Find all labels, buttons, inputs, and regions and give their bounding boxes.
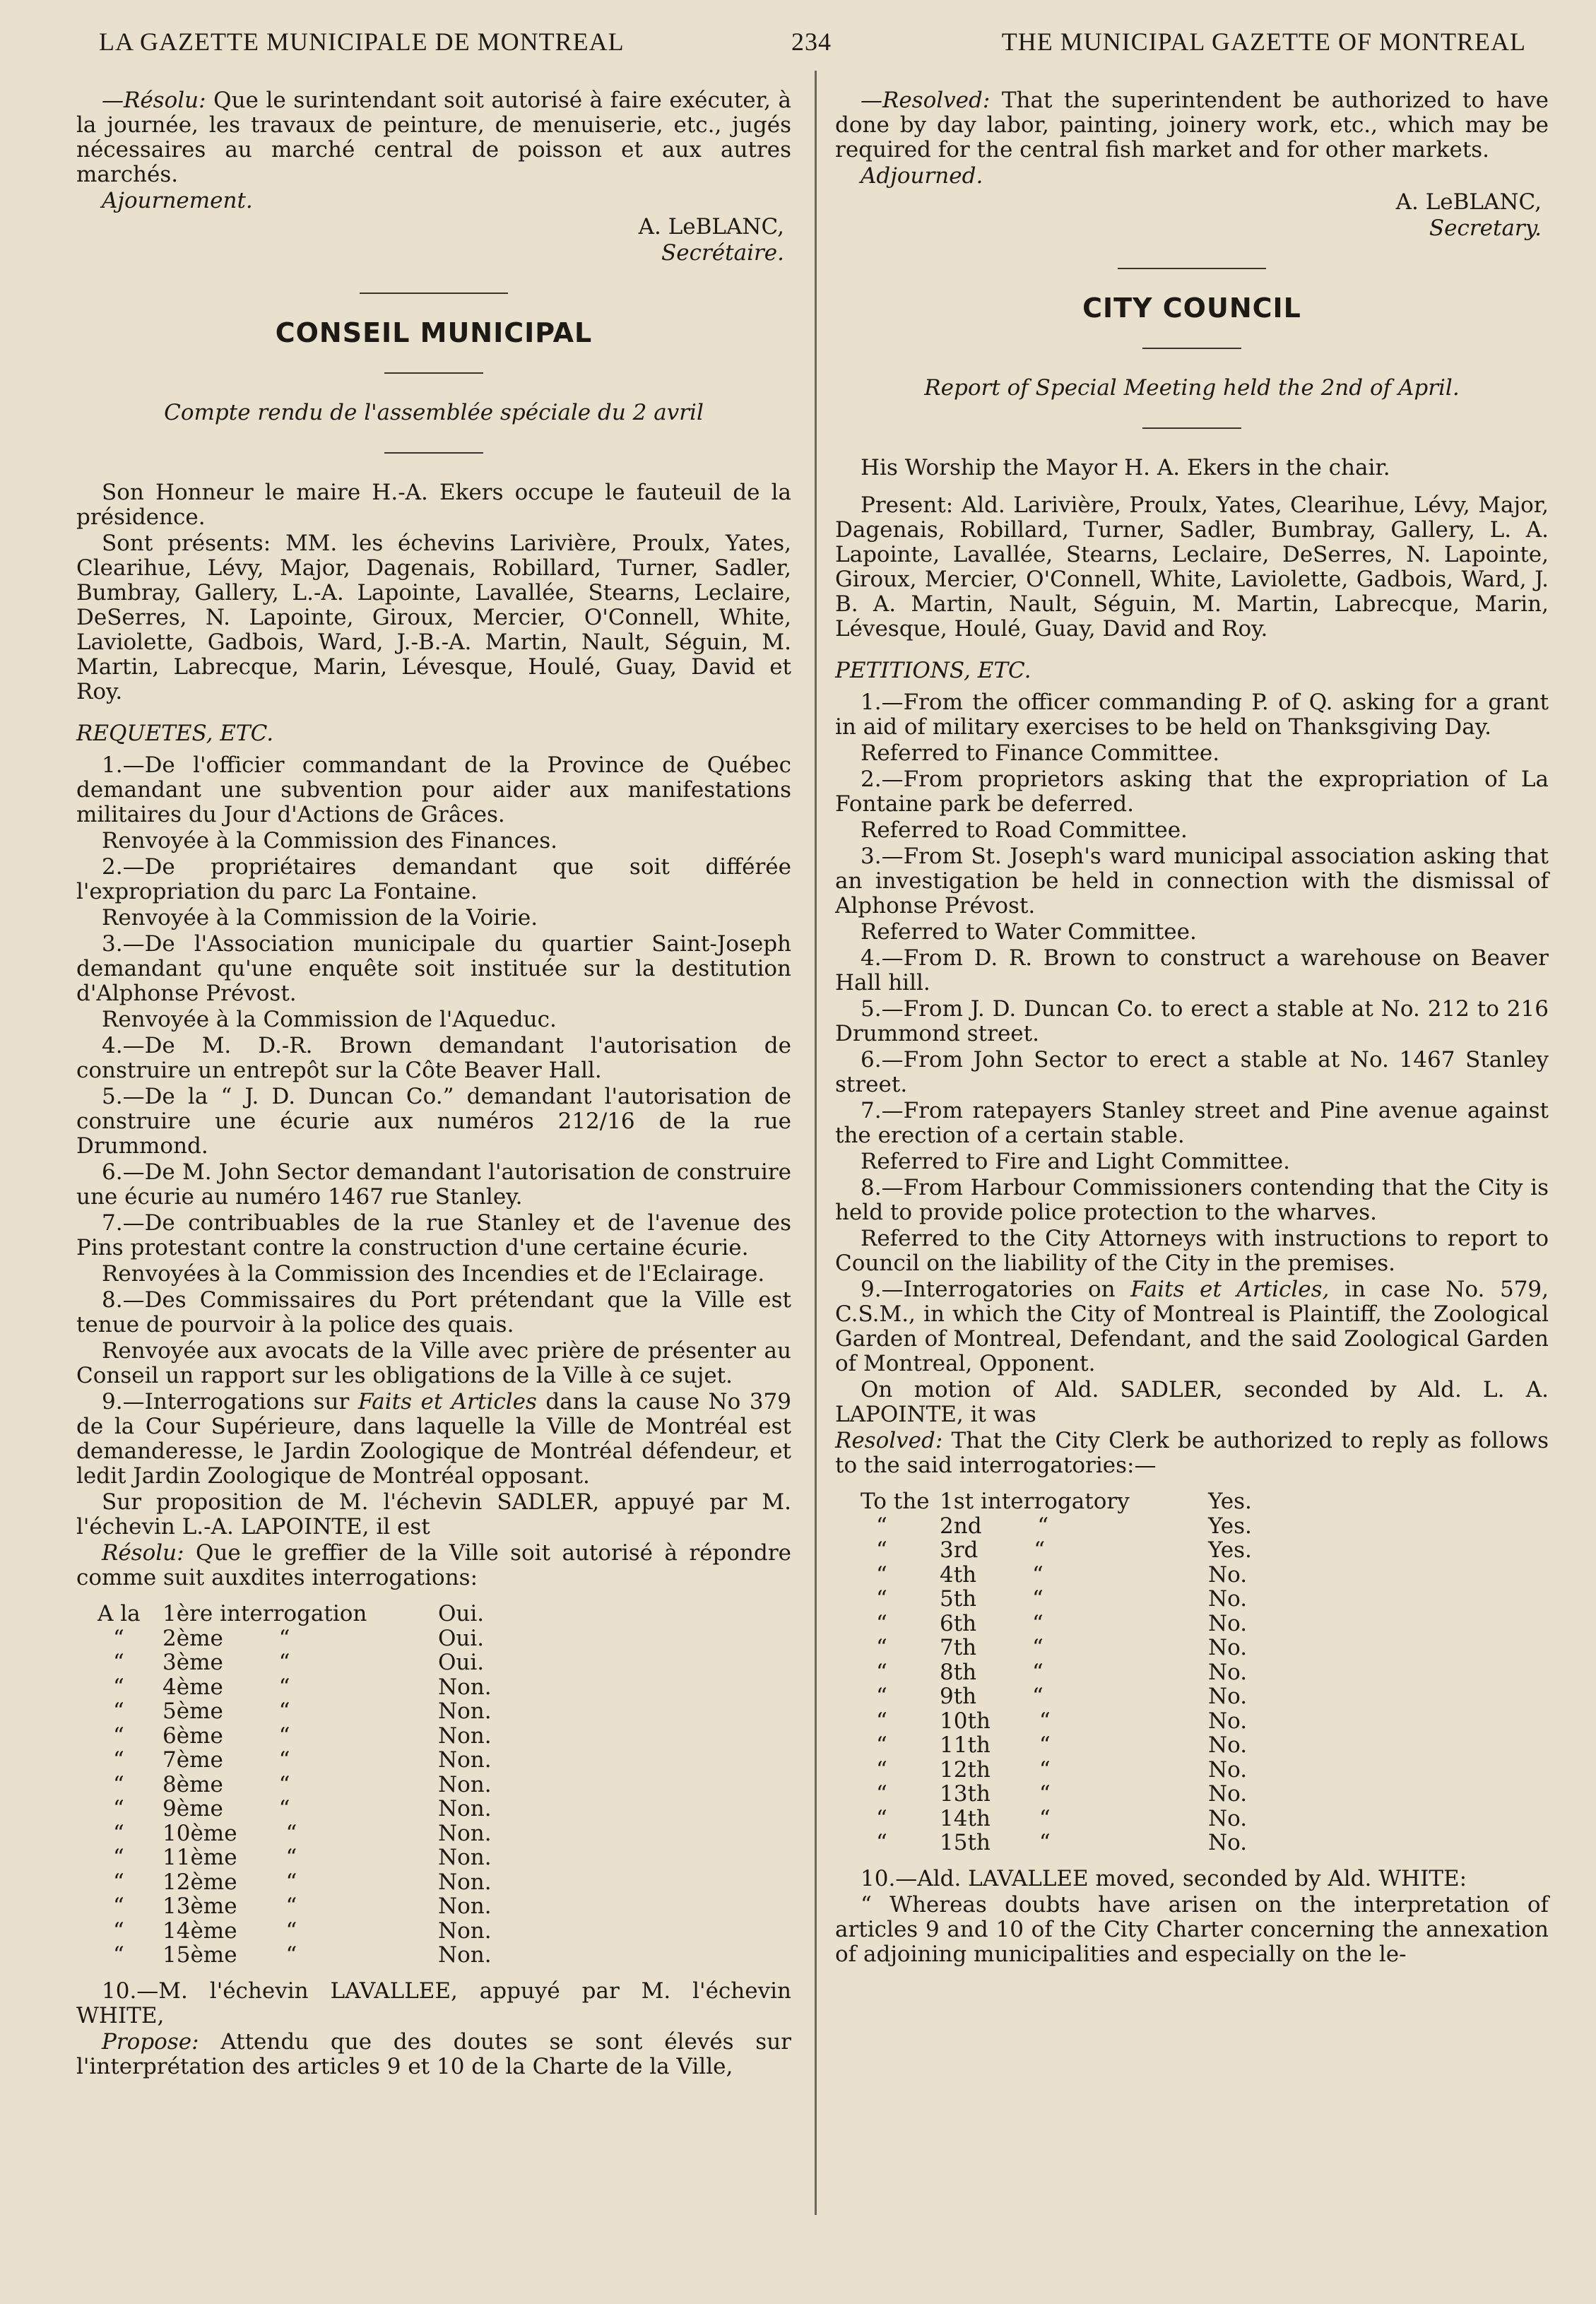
table-row [97,1699,492,1724]
row-prefix: “ [113,1820,124,1846]
item-9-italic: Faits et Articles, [1130,1277,1330,1302]
row-ordinal: 13th “ [940,1781,1051,1807]
row-prefix: “ [876,1635,887,1660]
row-answer: Oui. [438,1650,485,1675]
row-answer: Non. [438,1796,492,1821]
row-ordinal: 5ème “ [162,1699,290,1724]
whereas-paragraph: “ Whereas doubts have arisen on the interpretation of articles 9 and 10 of the City Charter concerning the annexation of adjoining municipalities and especially on the le- [835,1891,1549,1967]
row-ordinal: 12ème “ [162,1869,297,1895]
table-row [861,1733,1252,1758]
table-row [97,1602,492,1626]
table-row [97,1773,492,1797]
presidence-paragraph: Son Honneur le maire H.-A. Ekers occupe le fauteuil de la présidence. [76,480,791,530]
row-prefix: “ [113,1869,124,1895]
list-item: 5.—De la “ J. D. Duncan Co.” demandant l'autorisation de construire une écurie aux numéros 212/16 de la rue Drummond. [76,1084,791,1159]
row-answer: Oui. [438,1601,485,1626]
list-item: 2.—From proprietors asking that the expropriation of La Fontaine park be deferred. [835,767,1549,817]
section-subtitle: Report of Special Meeting held the 2nd of April. [924,375,1460,401]
table-row [861,1636,1252,1660]
page-number: 234 [791,28,832,56]
row-prefix: “ [113,1796,124,1821]
row-prefix: “ [876,1805,887,1831]
item-9-part: dans la cause No 379 de la Cour Supérieure, dans laquelle la Ville de Montréal est demanderesse, le Jardin Zoologique de Montréal défendeur, et ledit Jardin Zoologique de Montréal opposant. [76,1389,792,1489]
present-paragraph: Present: Ald. Larivière, Proulx, Yates, Clearihue, Lévy, Major, Dagenais, Robillard, Turner, Sadler, Bumbray, Gallery, L. A. Lapointe, Lavallée, Stearns, Leclaire, DeSerres, N. Lapointe, Giroux, Mercier, O'Connell, White, Laviolette, Gadbois, Ward, J. B. A. Martin, Nault, Séguin, M. Martin, Labrecque, Marin, Lévesque, Houlé, Guay, David and Roy. [835,492,1549,642]
row-answer: No. [1208,1732,1248,1758]
table-row [97,1943,492,1968]
row-answer: Yes. [1208,1513,1252,1539]
list-item: 4.—De M. D.-R. Brown demandant l'autorisation de construire un entrepôt sur la Côte Beaver Hall. [76,1033,791,1083]
row-prefix: “ [876,1537,887,1563]
petitions-heading: PETITIONS, ETC. [835,658,1032,683]
row-ordinal: 4th “ [940,1561,1044,1588]
row-ordinal: 10th “ [940,1708,1051,1734]
row-prefix: “ [113,1650,124,1675]
row-ordinal: 14th “ [940,1805,1051,1831]
list-item: 3.—De l'Association municipale du quartier Saint-Joseph demandant qu'une enquête soit instituée sur la destitution d'Alphonse Prévost. [76,931,791,1006]
list-item: Referred to Finance Committee. [861,740,1220,766]
list-item: Renvoyée à la Commission de la Voirie. [102,905,538,931]
row-ordinal: 8th “ [940,1659,1044,1685]
requetes-heading: REQUETES, ETC. [76,721,274,746]
row-answer: No. [1208,1708,1248,1734]
propose-paragraph [76,2030,791,2079]
row-prefix: “ [876,1610,887,1636]
resolved2-paragraph [835,1429,1549,1478]
row-answer: Non. [438,1771,492,1797]
row-prefix: “ [113,1699,124,1724]
resolu2-text: Que le greffier de la Ville soit autorisé à répondre comme suit auxdites interrogations: [76,1540,791,1590]
separator-rule [384,372,483,374]
resolu2-paragraph [76,1541,791,1590]
row-ordinal: 11ème “ [162,1845,297,1870]
signature-name: A. LeBLANC, [1395,189,1542,215]
row-answer: No. [1208,1756,1248,1783]
row-answer: No. [1208,1635,1248,1660]
motion-paragraph: On motion of Ald. SADLER, seconded by Ald. L. A. LAPOINTE, it was [835,1377,1549,1427]
row-prefix: “ [876,1781,887,1807]
item-10: 10.—Ald. LAVALLEE moved, seconded by Ald. WHITE: [861,1865,1467,1891]
row-answer: No. [1208,1805,1248,1831]
page-header [99,27,1526,62]
row-ordinal: 2nd “ [940,1513,1049,1539]
list-item: 3.—From St. Joseph's ward municipal association asking that an investigation be held in connection with the dismissal of Alphonse Prévost. [835,844,1549,918]
table-row [861,1612,1252,1636]
resolu-text: Que le surintendant soit autorisé à faire exécuter, à la journée, les travaux de peinture, de menuiserie, etc., jugés nécessaires au marché central de poisson et aux autres marchés. [76,88,791,187]
row-ordinal: 2ème “ [162,1625,290,1651]
list-item: 5.—From J. D. Duncan Co. to erect a stable at No. 212 to 216 Drummond street. [835,996,1549,1046]
row-prefix: “ [113,1723,124,1749]
separator-rule [1118,268,1266,269]
row-answer: No. [1208,1830,1248,1855]
row-answer: No. [1208,1610,1248,1636]
row-prefix: “ [113,1845,124,1870]
list-item: Renvoyée à la Commission des Finances. [102,828,558,853]
separator-rule [1142,348,1241,349]
french-column [76,88,791,2081]
row-ordinal: 6th “ [940,1610,1044,1636]
table-row [861,1684,1252,1709]
row-prefix: “ [876,1708,887,1734]
header-french-title: LA GAZETTE MUNICIPALE DE MONTREAL [99,28,625,56]
table-row [861,1489,1252,1514]
item-9-italic: Faits et Articles [357,1389,537,1414]
row-ordinal: 9th “ [940,1684,1044,1709]
resolved-label: —Resolved: [861,88,991,113]
table-row [861,1782,1252,1807]
row-answer: Non. [438,1699,492,1724]
row-prefix: “ [876,1756,887,1783]
interrogations-table [97,1602,492,1968]
table-row [97,1724,492,1749]
resolved-text: That the superintendent be authorized to have done by day labor, painting, joinery work, etc., which may be required for the central fish market and for other markets. [835,88,1549,163]
row-answer: Non. [438,1918,492,1944]
separator-rule [384,452,483,454]
ajournement: Ajournement. [102,188,253,213]
row-ordinal: 7ème “ [162,1747,290,1773]
interrogatories-table [861,1489,1252,1855]
separator-rule [360,293,508,294]
row-prefix: “ [876,1561,887,1588]
row-prefix: “ [113,1942,124,1968]
row-ordinal: 5th “ [940,1586,1044,1612]
table-row [861,1538,1252,1563]
table-row [97,1870,492,1895]
table-row [861,1831,1252,1855]
row-answer: Non. [438,1894,492,1919]
list-item: 2.—De propriétaires demandant que soit différée l'expropriation du parc La Fontaine. [76,854,791,904]
row-answer: Non. [438,1723,492,1749]
list-item: 8.—Des Commissaires du Port prétendant que la Ville est tenue de pourvoir à la police des quais. [76,1287,791,1337]
english-column [835,88,1549,1968]
table-row [97,1894,492,1919]
row-ordinal: 3ème “ [162,1650,290,1675]
table-row [97,1919,492,1944]
row-answer: Yes. [1208,1537,1252,1563]
row-ordinal: 11th “ [940,1732,1051,1758]
row-prefix: “ [113,1625,124,1651]
table-row [861,1563,1252,1588]
column-divider [815,71,817,2215]
signature-title: Secrétaire. [661,240,784,266]
table-row [861,1709,1252,1734]
row-prefix: To the [861,1489,930,1514]
row-prefix: “ [113,1918,124,1944]
resolu2-label: Résolu: [102,1540,184,1566]
row-answer: No. [1208,1586,1248,1612]
row-prefix: “ [113,1771,124,1797]
row-prefix: “ [876,1830,887,1855]
list-item: Referred to Water Committee. [861,919,1197,945]
section-title: CONSEIL MUNICIPAL [275,317,593,348]
row-prefix: “ [113,1894,124,1919]
row-prefix: “ [876,1732,887,1758]
signature-title: Secretary. [1429,215,1542,241]
row-prefix: “ [113,1747,124,1773]
motion-paragraph: Sur proposition de M. l'échevin SADLER, appuyé par M. l'échevin L.-A. LAPOINTE, il est [76,1489,791,1540]
row-answer: Non. [438,1820,492,1846]
list-item: Renvoyée à la Commission de l'Aqueduc. [102,1007,557,1032]
row-answer: No. [1208,1781,1248,1807]
list-item: 1.—From the officer commanding P. of Q. asking for a grant in aid of military exercises to be held on Thanksgiving Day. [835,690,1549,740]
row-answer: Non. [438,1869,492,1895]
propose-text: Attendu que des doutes se sont élevés sur l'interprétation des articles 9 et 10 de la Charte de la Ville, [76,2028,791,2079]
row-answer: Yes. [1208,1489,1252,1514]
list-item: Renvoyée aux avocats de la Ville avec prière de présenter au Conseil un rapport sur les obligations de la Ville à ce sujet. [76,1338,791,1388]
section-title: CITY COUNCIL [1082,293,1301,324]
row-prefix: “ [876,1513,887,1539]
row-ordinal: 6ème “ [162,1723,290,1749]
table-row [861,1660,1252,1685]
resolu-paragraph [76,88,791,187]
section-subtitle: Compte rendu de l'assemblée spéciale du 2 avril [164,400,704,425]
row-ordinal: 8ème “ [162,1771,290,1797]
row-ordinal: 12th “ [940,1756,1051,1783]
row-ordinal: 15ème “ [162,1942,297,1968]
row-ordinal: 13ème “ [162,1894,297,1919]
list-item: Referred to Fire and Light Committee. [861,1149,1290,1174]
row-ordinal: 15th “ [940,1830,1051,1855]
row-prefix: “ [876,1586,887,1612]
propose-label: Propose: [102,2028,199,2055]
table-row [861,1758,1252,1783]
row-prefix: “ [113,1674,124,1700]
table-row [97,1748,492,1773]
item-10: 10.—M. l'échevin LAVALLEE, appuyé par M. l'échevin WHITE, [76,1978,791,2028]
table-row [861,1514,1252,1539]
header-english-title: THE MUNICIPAL GAZETTE OF MONTREAL [1001,28,1526,56]
row-answer: Non. [438,1674,492,1700]
resolu-label: —Résolu: [102,88,206,113]
list-item: Renvoyées à la Commission des Incendies et de l'Eclairage. [102,1261,765,1287]
row-answer: Oui. [438,1625,485,1651]
adjourned: Adjourned. [861,163,983,189]
row-answer: Non. [438,1747,492,1773]
row-ordinal: 10ème “ [162,1820,297,1846]
table-row [861,1587,1252,1612]
row-prefix: “ [876,1659,887,1685]
resolved-paragraph [835,88,1549,163]
row-prefix: A la [97,1601,141,1626]
row-ordinal: 9ème “ [162,1796,290,1821]
item-9 [76,1390,791,1489]
item-9 [835,1277,1549,1376]
resolved2-text: That the City Clerk be authorized to reply as follows to the said interrogatories:— [835,1428,1549,1478]
list-item: 6.—From John Sector to erect a stable at No. 1467 Stanley street. [835,1047,1549,1097]
chair-paragraph: His Worship the Mayor H. A. Ekers in the chair. [861,455,1390,480]
row-prefix: “ [876,1684,887,1709]
table-row [861,1807,1252,1831]
item-9-part: 9.—Interrogations sur [102,1389,358,1414]
item-9-part: in case No. 579, C.S.M., in which the City of Montreal is Plaintiff, the Zoological Garden of Montreal, Defendant, and the said Zoological Garden of Montreal, Opponent. [835,1277,1549,1376]
list-item: Referred to Road Committee. [861,817,1188,843]
row-answer: No. [1208,1561,1248,1588]
row-ordinal: 1ère interrogation [162,1601,367,1626]
row-answer: Non. [438,1942,492,1968]
list-item: 6.—De M. John Sector demandant l'autorisation de construire une écurie au numéro 1467 rue Stanley. [76,1159,791,1210]
table-row [97,1675,492,1700]
list-item: 8.—From Harbour Commissioners contending that the City is held to provide police protection to the wharves. [835,1175,1549,1225]
table-row [97,1845,492,1870]
row-answer: No. [1208,1684,1248,1709]
separator-rule [1142,427,1241,429]
row-answer: No. [1208,1659,1248,1685]
spacer [835,482,1549,493]
item-9-part: 9.—Interrogatories on [861,1277,1131,1302]
row-ordinal: 4ème “ [162,1674,290,1700]
row-ordinal: 1st interrogatory [940,1489,1130,1514]
row-ordinal: 7th “ [940,1635,1044,1660]
signature-name: A. LeBLANC, [638,214,784,240]
list-item: 7.—De contribuables de la rue Stanley et de l'avenue des Pins protestant contre la construction d'une certaine écurie. [76,1210,791,1260]
list-item: 4.—From D. R. Brown to construct a warehouse on Beaver Hall hill. [835,945,1549,996]
row-answer: Non. [438,1845,492,1870]
table-row [97,1626,492,1651]
row-ordinal: 14ème “ [162,1918,297,1944]
table-row [97,1821,492,1846]
table-row [97,1650,492,1675]
list-item: 1.—De l'officier commandant de la Province de Québec demandant une subvention pour aider aux manifestations militaires du Jour d'Actions de Grâces. [76,752,791,827]
list-item: Referred to the City Attorneys with instructions to report to Council on the liability of the City in the premises. [835,1226,1549,1276]
presents-paragraph: Sont présents: MM. les échevins Larivière, Proulx, Yates, Clearihue, Lévy, Major, Dagenais, Robillard, Turner, Sadler, Bumbray, Gallery, L.-A. Lapointe, Lavallée, Stearns, Leclaire, DeSerres, N. Lapointe, Giroux, Mercier, O'Connell, White, Laviolette, Gadbois, Ward, J.-B.-A. Martin, Nault, Séguin, M. Martin, Labrecque, Marin, Lévesque, Houlé, Guay, David et Roy. [76,531,791,704]
list-item: 7.—From ratepayers Stanley street and Pine avenue against the erection of a certain stable. [835,1098,1549,1148]
row-ordinal: 3rd “ [940,1537,1046,1563]
resolved2-label: Resolved: [835,1428,943,1453]
table-row [97,1797,492,1821]
